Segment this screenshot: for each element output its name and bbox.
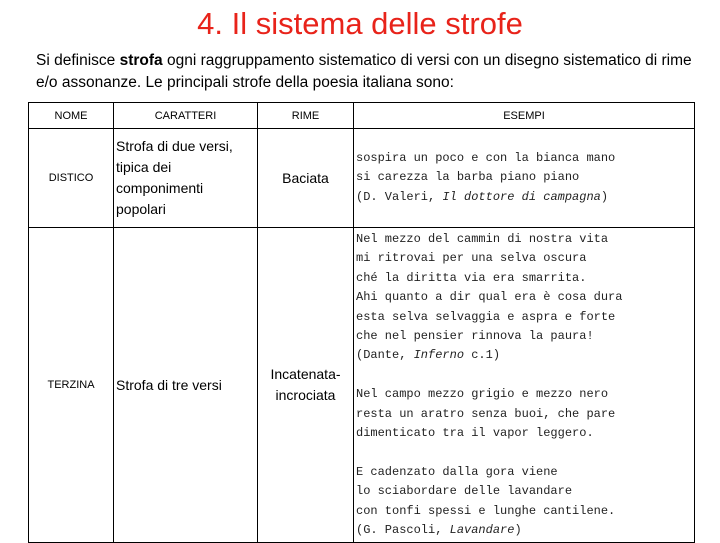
verse-line: mi ritrovai per una selva oscura	[356, 251, 587, 266]
cell-chars: Strofa di due versi, tipica dei componimenti popolari	[114, 129, 258, 228]
verse-line: sospira un poco e con la bianca mano	[356, 150, 616, 165]
source-pre: (D. Valeri,	[356, 189, 443, 204]
intro-text-post: ogni raggruppamento sistematico di versi con un disegno sistematico di rime e/o assonanze. Le principali strofe della poesia italiana sono:	[36, 52, 692, 91]
verse-line: resta un aratro senza buoi, che pare	[356, 406, 616, 421]
stanza-gap	[356, 443, 692, 462]
cell-rime: Incatenata-incrociata	[258, 228, 354, 543]
source-title: Lavandare	[449, 523, 515, 538]
source-pre: (Dante,	[356, 348, 414, 363]
cell-name: DISTICO	[29, 129, 114, 228]
intro-paragraph	[36, 50, 696, 94]
intro-text-bold: strofa	[119, 52, 163, 69]
verse-line: che nel pensier rinnova la paura!	[356, 329, 594, 344]
verse-line: lo sciabordare delle lavandare	[356, 484, 573, 499]
header-rime: RIME	[258, 103, 354, 129]
table-row	[29, 228, 695, 543]
verse-line: ché la diritta via era smarrita.	[356, 270, 587, 285]
verse-line: esta selva selvaggia e aspra e forte	[356, 309, 616, 324]
source-post: )	[514, 523, 522, 538]
source-title: Inferno	[413, 348, 465, 363]
cell-name: TERZINA	[29, 228, 114, 543]
cell-chars: Strofa di tre versi	[114, 228, 258, 543]
stanza-gap	[356, 366, 692, 385]
verse-line: si carezza la barba piano piano	[356, 170, 580, 185]
header-nome: NOME	[29, 103, 114, 129]
verse-line: Ahi quanto a dir qual era è cosa dura	[356, 290, 623, 305]
table-row	[29, 129, 695, 228]
verse-line: Nel mezzo del cammin di nostra vita	[356, 232, 609, 246]
verse-source	[356, 521, 692, 540]
cell-rime: Baciata	[258, 129, 354, 228]
source-pre: (G. Pascoli,	[356, 523, 450, 538]
page-title: 4. Il sistema delle strofe	[197, 6, 523, 41]
table-header-row	[29, 103, 695, 129]
verse-source	[356, 346, 692, 365]
verse-source	[356, 188, 692, 207]
source-post: )	[600, 189, 609, 204]
header-caratteri: CARATTERI	[114, 103, 258, 129]
verse-line: con tonfi spessi e lunghe cantilene.	[356, 503, 616, 518]
source-post: c.1)	[464, 348, 501, 363]
source-title: Il dottore di campagna	[442, 189, 601, 204]
cell-examples	[354, 228, 695, 543]
verse-line: Nel campo mezzo grigio e mezzo nero	[356, 387, 609, 402]
strofe-table	[28, 102, 695, 543]
header-esempi: ESEMPI	[354, 103, 695, 129]
intro-text-pre: Si definisce	[36, 52, 120, 69]
cell-examples	[354, 129, 695, 228]
verse-line: E cadenzato dalla gora viene	[356, 464, 558, 479]
verse-line: dimenticato tra il vapor leggero.	[356, 426, 594, 441]
